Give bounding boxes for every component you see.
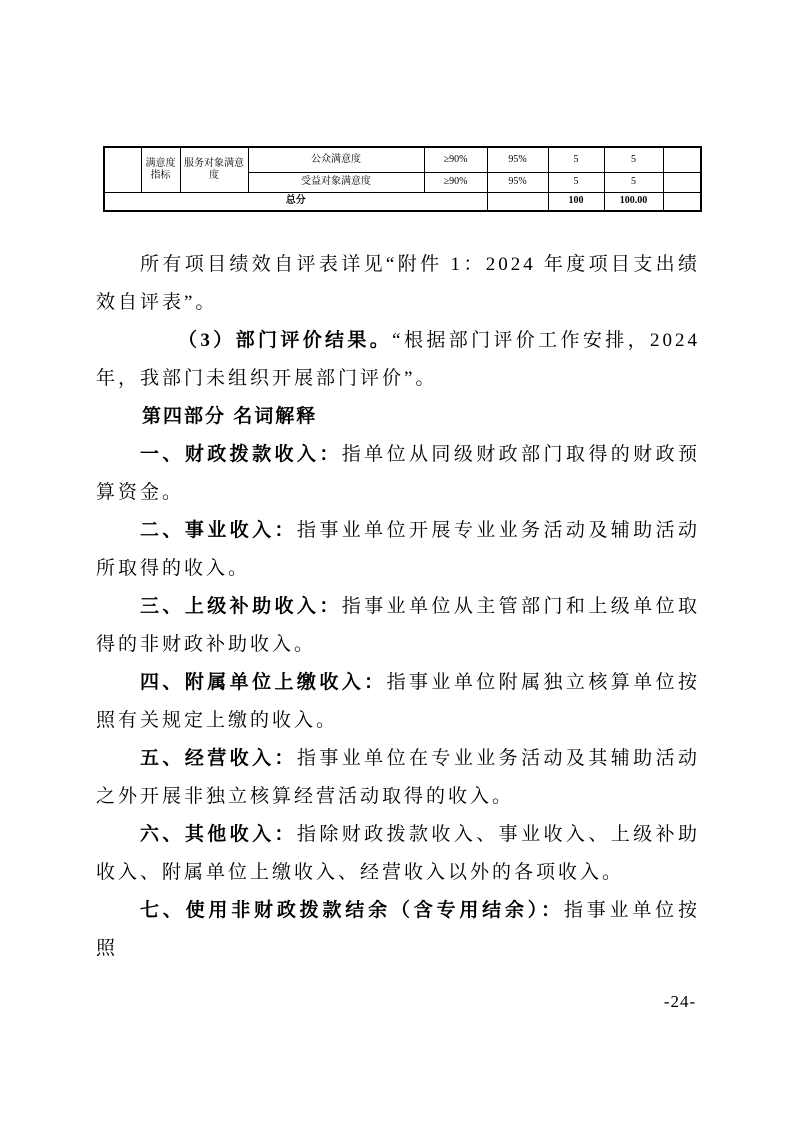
definition-item (96, 512, 700, 588)
table-cell-indicator: 受益对象满意度 (248, 172, 424, 192)
definition-item (96, 436, 700, 512)
definition-item (96, 892, 700, 968)
definition-text: 指事业单位在专业业务活动及其辅助活动之外开展非独立核算经营活动取得的收入。 (96, 748, 700, 807)
definition-term: 一、财政拨款收入： (140, 444, 342, 465)
table-cell-blank (487, 192, 548, 211)
table-cell-empty (104, 147, 141, 192)
paragraph-lead: （3）部门评价结果。 (178, 330, 393, 351)
table-cell-category: 满意度指标 (141, 147, 180, 192)
table-cell-weight: 5 (548, 147, 604, 172)
table-cell-note (663, 192, 701, 211)
table-cell-score: 5 (604, 147, 663, 172)
table-cell-score: 5 (604, 172, 663, 192)
table-total-row (104, 192, 701, 211)
table-cell-note (663, 172, 701, 192)
page-number: -24- (663, 992, 697, 1011)
paragraph-text: “根据部门评价工作安排，2024 年，我部门未组织开展部门评价”。 (96, 330, 700, 389)
table-cell-target: ≥90% (424, 147, 487, 172)
definition-item (96, 664, 700, 740)
table-cell-actual: 95% (487, 172, 548, 192)
section-heading: 第四部分 名词解释 (142, 406, 318, 427)
definition-term: 五、经营收入： (140, 748, 297, 769)
definition-term: 六、其他收入： (140, 824, 297, 845)
table-cell-total-label: 总分 (104, 192, 487, 211)
paragraph-text: 所有项目绩效自评表详见“附件 1：2024 年度项目支出绩效自评表”。 (96, 254, 700, 313)
definition-term: 四、附属单位上缴收入： (140, 672, 387, 693)
table-cell-weight: 5 (548, 172, 604, 192)
document-body (96, 246, 700, 968)
definition-term: 三、上级补助收入： (140, 596, 342, 617)
definition-text: 指除财政拨款收入、事业收入、上级补助收入、附属单位上缴收入、经营收入以外的各项收入。 (96, 824, 700, 883)
paragraph-self-eval-note (96, 246, 700, 322)
definition-text: 指事业单位开展专业业务活动及辅助活动所取得的收入。 (96, 520, 700, 579)
definition-item (96, 816, 700, 892)
definition-term: 七、使用非财政拨款结余（含专用结余）： (140, 900, 564, 921)
definition-item (96, 740, 700, 816)
table-cell-actual: 95% (487, 147, 548, 172)
definition-text: 指单位从同级财政部门取得的财政预算资金。 (96, 444, 700, 503)
table-cell-indicator: 公众满意度 (248, 147, 424, 172)
definition-text: 指事业单位从主管部门和上级单位取得的非财政补助收入。 (96, 596, 700, 655)
performance-score-table (103, 146, 702, 212)
table-cell-total-score: 100.00 (604, 192, 663, 211)
definition-item (96, 588, 700, 664)
definition-term: 二、事业收入： (140, 520, 297, 541)
table-cell-total-weight: 100 (548, 192, 604, 211)
definition-text: 指事业单位按照 (96, 900, 700, 959)
definition-text: 指事业单位附属独立核算单位按照有关规定上缴的收入。 (96, 672, 700, 731)
table-cell-subcategory: 服务对象满意度 (180, 147, 248, 192)
table-row (104, 147, 701, 172)
table-cell-note (663, 147, 701, 172)
paragraph-dept-eval-result (96, 322, 700, 398)
table-cell-target: ≥90% (424, 172, 487, 192)
